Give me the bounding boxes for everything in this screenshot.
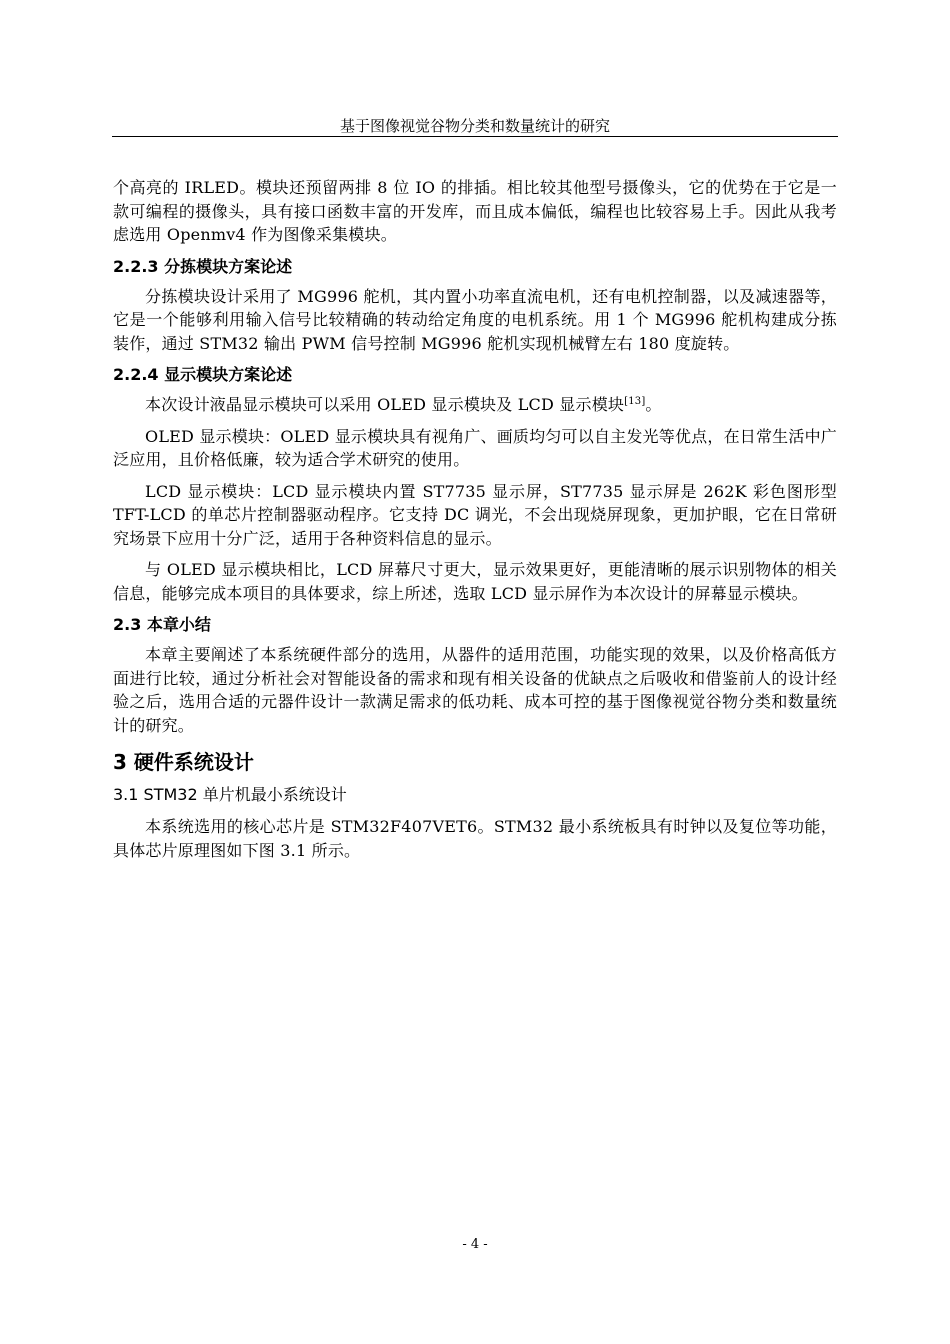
section-heading-2-2-3: 2.2.3 分拣模块方案论述 (113, 256, 293, 276)
chapter-heading-3: 3 硬件系统设计 (113, 750, 254, 774)
header-rule (112, 136, 838, 137)
intro-paragraph: 个高亮的 IRLED。模块还预留两排 8 位 IO 的排插。相比较其他型号摄像头，它的优势在于它是一款可编程的摄像头，具有接口函数丰富的开发库，而且成本偏低，编程也比较容易上手。因此从我考虑选用 Openmv4 作为图像采集模块。 (113, 178, 837, 244)
sorting-module-paragraph: 分拣模块设计采用了 MG996 舵机，其内置小功率直流电机，还有电机控制器，以及减速器等，它是一个能够利用输入信号比较精确的转动给定角度的电机系统。用 1 个 MG996 舵机构建成分拣装作，通过 STM32 输出 PWM 信号控制 MG996 舵机实现机械臂左右 180 度旋转。 (113, 286, 837, 353)
section-heading-2-2-4: 2.2.4 显示模块方案论述 (113, 365, 293, 384)
display-module-intro-paragraph (113, 393, 837, 417)
lcd-paragraph: LCD 显示模块：LCD 显示模块内置 ST7735 显示屏，ST7735 显示屏是 262K 彩色图形型 TFT-LCD 的单芯片控制器驱动程序。它支持 DC 调光，不会出现烧屏现象，更加护眼，它在日常研究场景下应用十分广泛，适用于各种资料信息的显示。 (113, 481, 837, 548)
oled-paragraph: OLED 显示模块：OLED 显示模块具有视角广、画质均匀可以自主发光等优点，在日常生活中广泛应用，且价格低廉，较为适合学术研究的使用。 (113, 426, 837, 469)
core-chip-paragraph: 本系统选用的核心芯片是 STM32F407VET6。STM32 最小系统板具有时钟以及复位等功能，具体芯片原理图如下图 3.1 所示。 (113, 817, 837, 860)
citation-ref: [13] (624, 396, 646, 407)
page-number: - 4 - (462, 1237, 488, 1252)
display-intro-end: 。 (645, 395, 662, 414)
running-header: 基于图像视觉谷物分类和数量统计的研究 (339, 117, 610, 135)
page-body (113, 176, 837, 870)
display-intro-text: 本次设计液晶显示模块可以采用 OLED 显示模块及 LCD 显示模块 (145, 395, 625, 414)
section-heading-3-1: 3.1 STM32 单片机最小系统设计 (113, 785, 347, 804)
chapter-summary-paragraph: 本章主要阐述了本系统硬件部分的选用，从器件的适用范围，功能实现的效果，以及价格高低方面进行比较，通过分析社会对智能设备的需求和现有相关设备的优缺点之后吸收和借鉴前人的设计经验之后，选用合适的元器件设计一款满足需求的低功耗、成本可控的基于图像视觉谷物分类和数量统计的研究。 (113, 645, 837, 735)
comparison-paragraph: 与 OLED 显示模块相比，LCD 屏幕尺寸更大，显示效果更好，更能清晰的展示识别物体的相关信息，能够完成本项目的具体要求，综上所述，选取 LCD 显示屏作为本次设计的屏幕显示模块。 (113, 560, 837, 603)
section-heading-2-3: 2.3 本章小结 (113, 615, 211, 634)
